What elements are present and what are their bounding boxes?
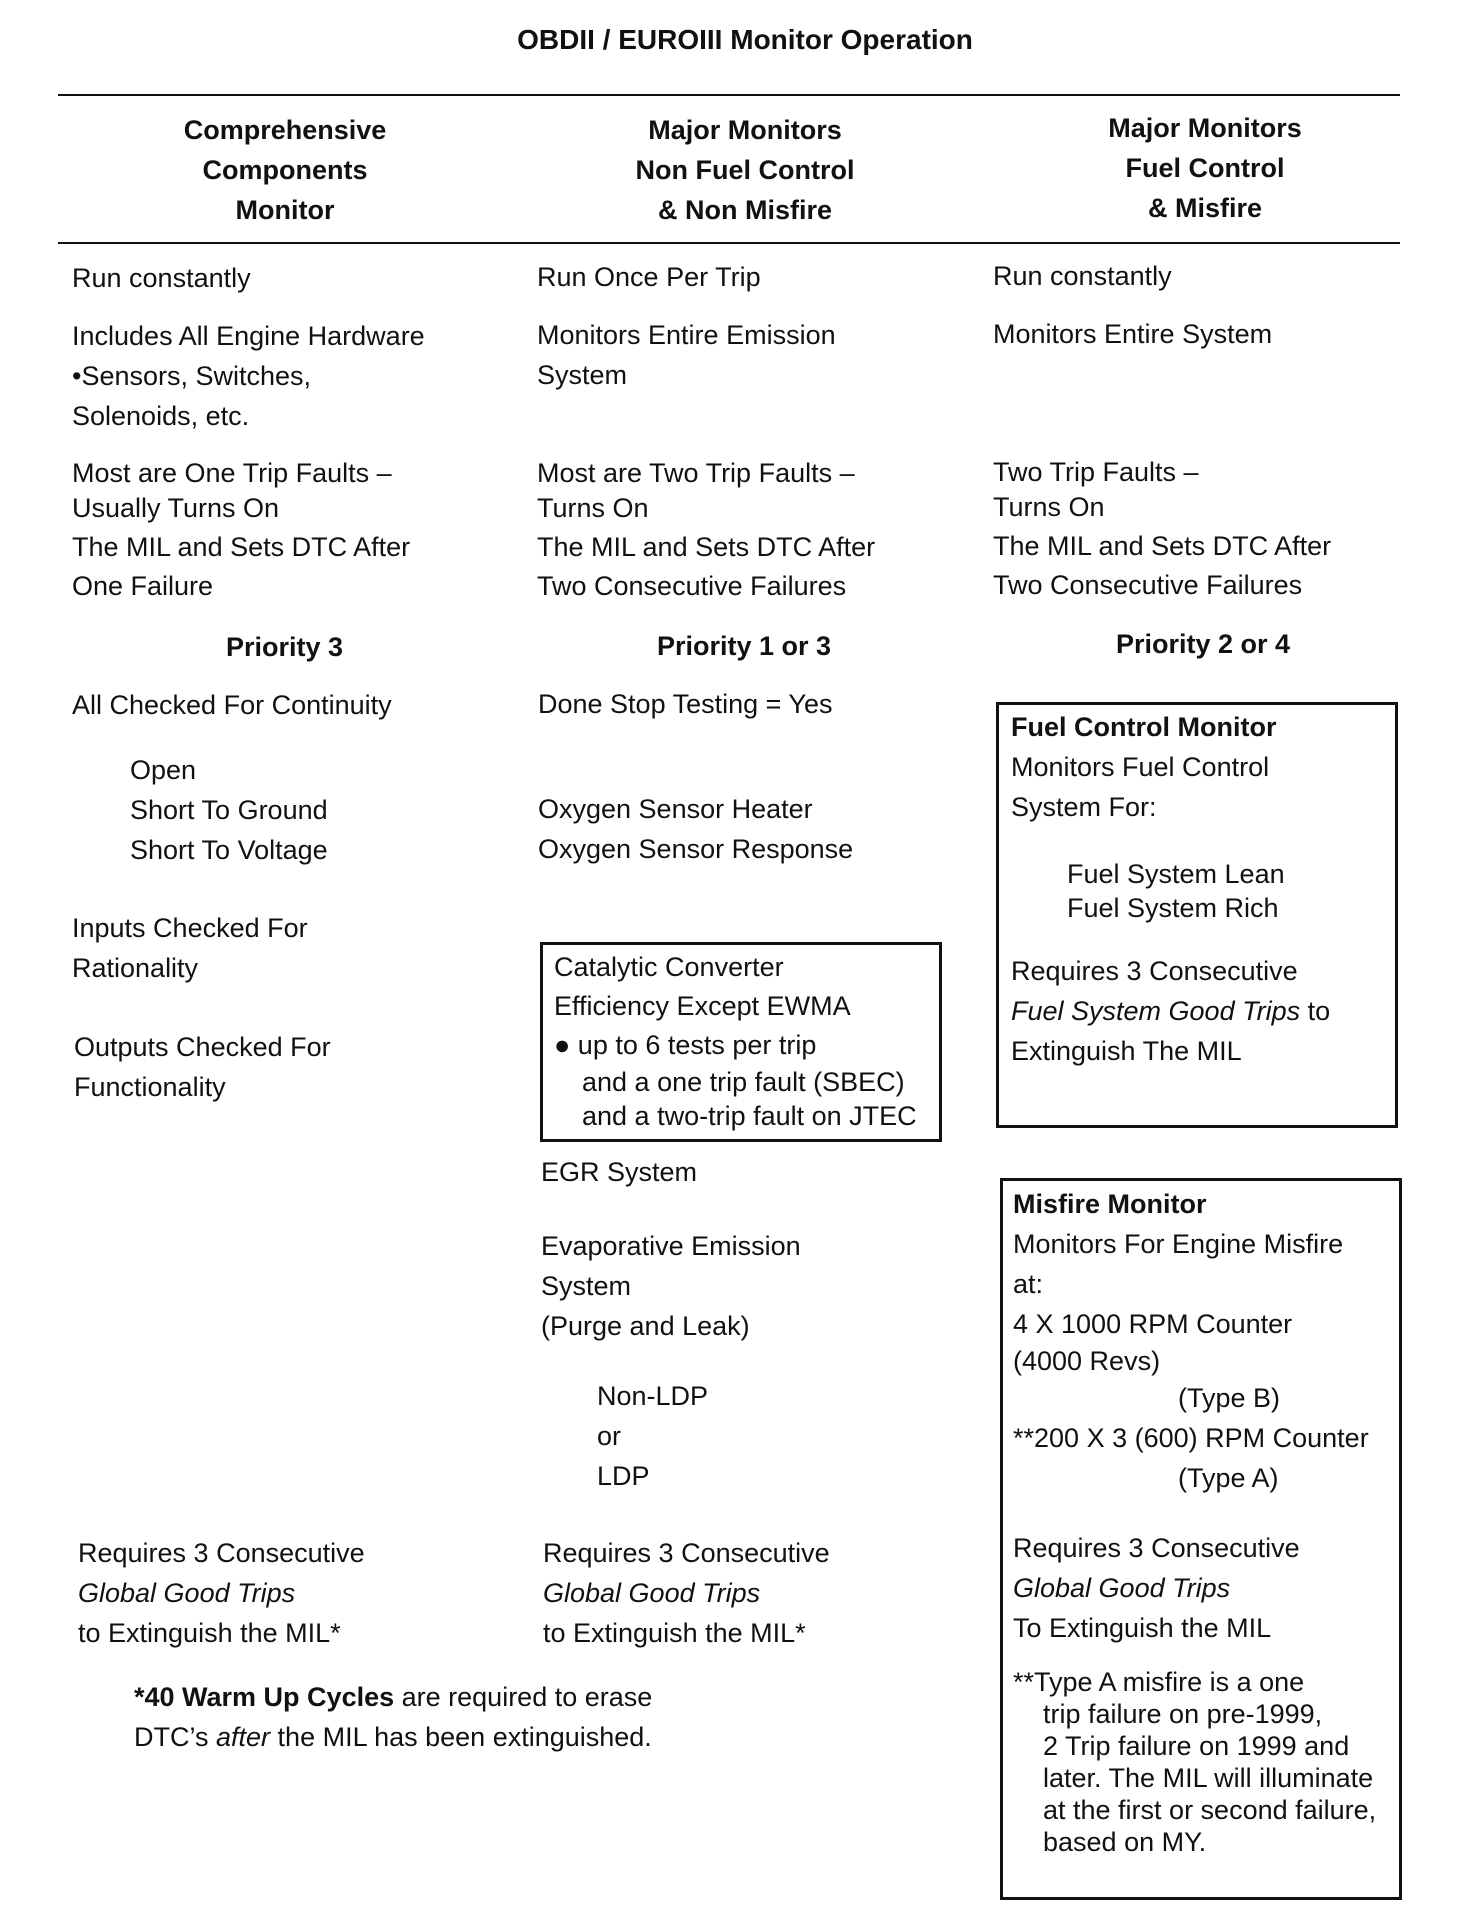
fuel-control-title: Fuel Control Monitor — [1011, 712, 1277, 742]
col3-header: Major Monitors Fuel Control & Misfire — [1108, 113, 1302, 223]
footnote: *40 Warm Up Cycles are required to erase DTC’s after the MIL has been extinguished. — [134, 1682, 653, 1752]
misfire-content: Misfire Monitor Monitors For Engine Misfire at: 4 X 1000 RPM Counter (4000 Revs) (Type B) **200 X 3 (600) RPM Counter (Type A) Requires 3 Consecutive Global Good Trips To Extinguish the MIL **Type A misfire is a one trip failure on pre-1999, 2 Trip failure on 1999 and later. The MIL will illuminate at the first or second failure, based on MY. — [1013, 1184, 1376, 1858]
header-top-rule — [58, 94, 1400, 96]
header-bottom-rule — [58, 242, 1400, 244]
catalyst-text: Catalytic Converter Efficiency Except EWMA ● up to 6 tests per trip and a one trip fault (SBEC) and a two-trip fault on JTEC — [554, 952, 917, 1131]
col2-header: Major Monitors Non Fuel Control & Non Misfire — [635, 115, 855, 225]
col2-run: Run Once Per Trip — [537, 262, 761, 292]
col2-evap: Evaporative Emission System (Purge and Leak) — [541, 1231, 801, 1341]
fuel-control-content: Fuel Control Monitor Monitors Fuel Control System For: Fuel System Lean Fuel System Rich Requires 3 Consecutive Fuel System Good Trips to Extinguish The MIL — [1011, 707, 1330, 1071]
col1-faults: Most are One Trip Faults – Usually Turns On The MIL and Sets DTC After One Failure — [72, 458, 411, 601]
col1-inputs: Inputs Checked For Rationality — [72, 913, 308, 983]
col2-faults: Most are Two Trip Faults – Turns On The MIL and Sets DTC After Two Consecutive Failures — [537, 458, 876, 601]
col3-run: Run constantly — [993, 261, 1172, 291]
col1-priority: Priority 3 — [226, 632, 344, 662]
col1-continuity: All Checked For Continuity — [72, 690, 392, 720]
col2-requires: Requires 3 Consecutive Global Good Trips to Extinguish the MIL* — [543, 1538, 830, 1648]
col2-egr: EGR System — [541, 1157, 698, 1187]
col1-header: Comprehensive Components Monitor — [183, 115, 387, 225]
col1-requires: Requires 3 Consecutive Global Good Trips to Extinguish the MIL* — [78, 1538, 365, 1648]
misfire-note: **Type A misfire is a one trip failure on pre-1999, 2 Trip failure on 1999 and later. The MIL will illuminate at the first or second failure, based on MY. — [1013, 1667, 1377, 1857]
col2-oxygen-sensors: Oxygen Sensor Heater Oxygen Sensor Response — [538, 794, 854, 864]
col1-run: Run constantly — [72, 263, 251, 293]
col3-priority: Priority 2 or 4 — [1116, 629, 1291, 659]
col1-includes: Includes All Engine Hardware •Sensors, Switches, Solenoids, etc. — [72, 321, 425, 431]
col2-ldp: Non-LDP or LDP — [597, 1381, 709, 1491]
col1-checks: Open Short To Ground Short To Voltage — [130, 755, 328, 865]
col2-done-stop-testing: Done Stop Testing = Yes — [538, 689, 833, 719]
col2-monitors: Monitors Entire Emission System — [537, 320, 836, 390]
col2-priority: Priority 1 or 3 — [657, 631, 832, 661]
col3-faults: Two Trip Faults – Turns On The MIL and Sets DTC After Two Consecutive Failures — [993, 457, 1332, 600]
page-title: OBDII / EUROIII Monitor Operation — [517, 24, 973, 55]
col1-outputs: Outputs Checked For Functionality — [74, 1032, 331, 1102]
misfire-title: Misfire Monitor — [1013, 1189, 1207, 1219]
col3-monitors: Monitors Entire System — [993, 319, 1273, 349]
